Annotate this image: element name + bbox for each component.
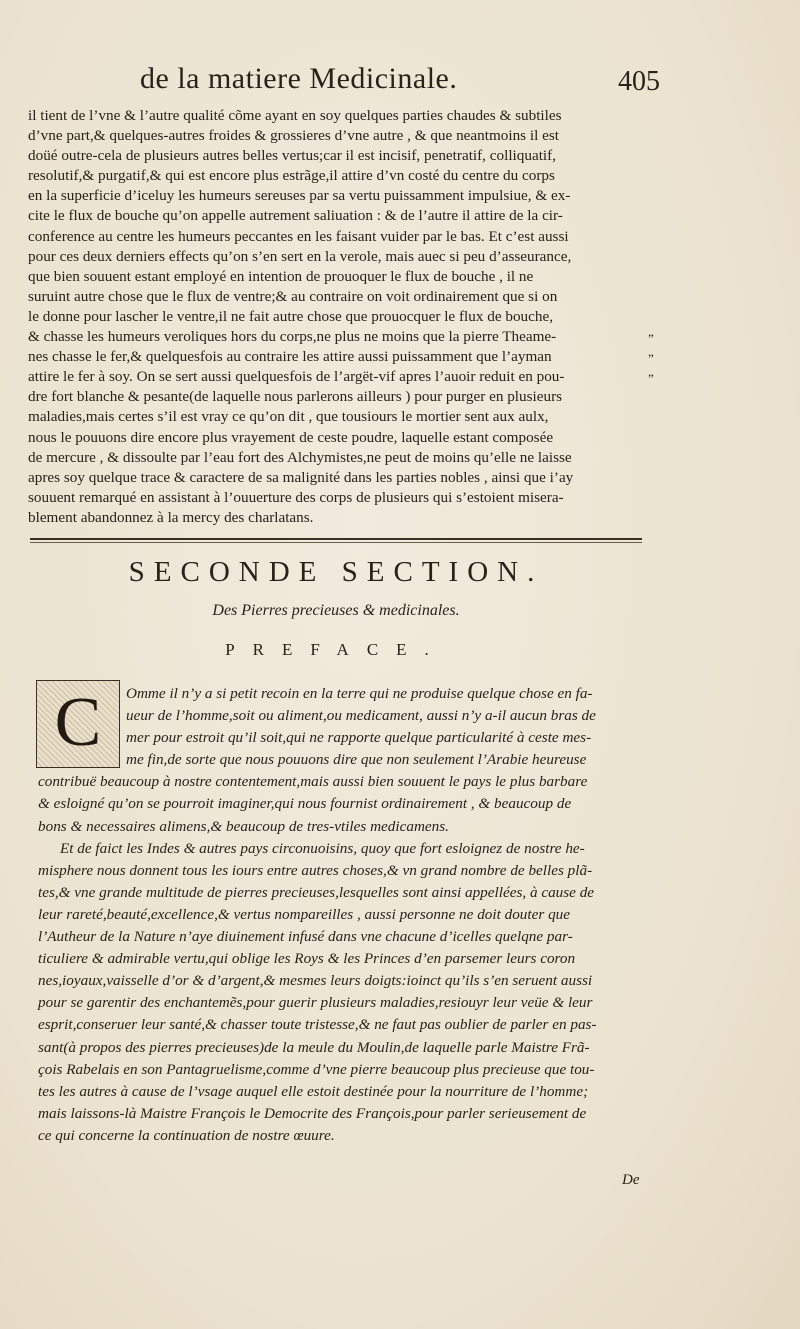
- text-line: ueur de l’homme,soit ou aliment,ou medicament, aussi n’y a-il aucun bras de: [126, 707, 596, 725]
- text-line: leur rareté,beauté,excellence,& vertus nompareilles , aussi personne ne doit douter que: [38, 905, 570, 923]
- section-divider: [30, 538, 642, 540]
- text-line: dre fort blanche & pesante(de laquelle nous parlerons ailleurs ) pour purger en plusieurs: [28, 388, 563, 406]
- text-line: de mercure , & dissoulte par l’eau fort des Alchymistes,ne peut de moins qu’elle ne laisse: [28, 448, 572, 466]
- text-line: tes les autres à cause de l’vsage auquel elle estoit destinée pour la nourriture de l’homme;: [38, 1082, 589, 1100]
- margin-mark: „: [648, 324, 654, 339]
- text-line: nous le pouuons dire encore plus vrayement de ceste poudre, laquelle estant composée: [28, 428, 554, 446]
- text-line: le donne pour lascher le ventre,il ne fait autre chose que prouocquer le flux de bouche,: [28, 307, 554, 325]
- text-line: çois Rabelais en son Pantagruelisme,comme d’vne pierre beaucoup plus precieuse que tou-: [38, 1060, 595, 1078]
- text-line: en la superficie d’iceluy les humeurs sereuses par sa vertu puissamment impulsiue, & ex-: [28, 187, 571, 205]
- text-line: me fin,de sorte que nous pouuons dire que non seulement l’Arabie heureuse: [126, 751, 587, 769]
- margin-quote-marks: [648, 322, 672, 382]
- text-line: conference au centre les humeurs peccantes en les faisant vuider par le bas. Et c’est aussi: [28, 227, 569, 245]
- preface-text: [38, 683, 650, 1147]
- section-title: SECONDE SECTION.: [128, 556, 544, 588]
- text-line: d’vne part,& quelques-autres froides & grossieres d’vne autre , & que neantmoins il est: [28, 127, 559, 145]
- text-line: blement abandonnez à la mercy des charlatans.: [28, 508, 314, 526]
- text-line: suruint autre chose que le flux de ventre;& au contraire on voit ordinairement que si on: [28, 287, 558, 305]
- text-line: mais laissons-là Maistre François le Democrite des François,pour parler serieusement de: [38, 1104, 587, 1122]
- text-line: doüé outre-cela de plusieurs autres belles vertus;car il est incisif, penetratif, colliquatif,: [28, 147, 556, 165]
- text-line: il tient de l’vne & l’autre qualité cõme ayant en soy quelques parties chaudes & subtiles: [28, 107, 562, 124]
- text-line: pour ces deux derniers effects qu’on s’en sert en la verole, mais auec si peu d’asseurance,: [28, 247, 572, 265]
- text-line: & esloigné qu’on se pourroit imaginer,qui nous fournist ordinairement , & beaucoup de: [38, 795, 572, 813]
- text-line: resolutif,& purgatif,& qui est encore plus estrãge,il attire d’vn costé du centre du corps: [28, 167, 555, 185]
- text-line: ce qui concerne la continuation de nostre œuure.: [38, 1126, 335, 1144]
- text-line: tes,& vne grande multitude de pierres precieuses,lesquelles sont ainsi appellées, à cause de: [38, 883, 595, 901]
- text-line: ticuliere & admirable vertu,qui oblige les Roys & les Princes d’en parsemer leurs coron: [38, 950, 576, 968]
- text-line: pour se garentir des enchantemẽs,pour guerir plusieurs maladies,resiouyr leur veüe & leur: [38, 994, 593, 1012]
- section-subtitle: Des Pierres precieuses & medicinales.: [212, 602, 460, 619]
- page-header: [140, 62, 660, 102]
- text-line: nes,ioyaux,vaisselle d’or & d’argent,& mesmes leurs doigts:ioinct qu’ils s’en seruent aussi: [38, 972, 593, 990]
- text-line: l’Autheur de la Nature n’aye diuinement infusé dans vne chacune d’icelles quelqne par-: [38, 928, 573, 946]
- initial-letter: C: [54, 684, 102, 761]
- preface-opening-lines: [126, 683, 650, 771]
- body-text-block: [28, 106, 644, 528]
- text-line: souuent remarqué en assistant à l’ouuerture des corps de plusieurs qui s’estoient misera-: [28, 488, 564, 506]
- text-line: attire le fer à soy. On se sert aussi quelquesfois de l’argët-vif apres l’auoir reduit en pou-: [28, 368, 565, 386]
- text-line: bons & necessaires alimens,& beaucoup de tres-vtiles medicamens.: [38, 817, 449, 835]
- page-number: 405: [618, 66, 660, 97]
- text-line: apres soy quelque trace & caractere de sa malignité dans les parties nobles , ainsi que i’ay: [28, 468, 574, 486]
- text-line: mer pour estroit qu’il soit,qui ne rapporte quelque particularité à ceste mes-: [126, 729, 592, 747]
- section-divider-thin: [30, 542, 642, 543]
- text-line: sant(à propos des pierres precieuses)de la meule du Moulin,de laquelle parle Maistre Frã-: [38, 1038, 590, 1056]
- text-line: Et de faict les Indes & autres pays circonuoisins, quoy que fort esloignez de nostre he-: [60, 839, 585, 857]
- text-line: & chasse les humeurs veroliques hors du corps,ne plus ne moins que la pierre Theame-: [28, 328, 557, 346]
- margin-mark: „: [648, 364, 654, 380]
- text-line: que bien souuent estant employé en intention de prouoquer le flux de bouche , il ne: [28, 267, 534, 285]
- margin-mark: „: [648, 344, 654, 360]
- preface-heading: PREFACE.: [225, 640, 447, 659]
- text-line: maladies,mais certes s’il est vray ce qu’on dit , que tousiours le mortier sent aux aulx,: [28, 408, 549, 426]
- text-line: Omme il n’y a si petit recoin en la terre qui ne produise quelque chose en fa-: [126, 685, 593, 702]
- text-line: misphere nous donnent tous les iours entre autres choses,& vn grand nombre de belles plã-: [38, 861, 593, 879]
- text-line: cite le flux de bouche qu’on appelle autrement saliuation : & de l’autre il attire de la cir-: [28, 207, 563, 225]
- catchword: De: [622, 1172, 640, 1188]
- text-line: nes chasse le fer,& quelquesfois au contraire les attire aussi puissamment que l’ayman: [28, 348, 552, 366]
- running-title: de la matiere Medicinale.: [140, 62, 458, 95]
- text-line: contribuë beaucoup à nostre contentement,mais aussi bien souuent le pays le plus barbare: [38, 773, 588, 791]
- text-line: esprit,conseruer leur santé,& chasser toute tristesse,& ne faut pas oublier de parler en pas-: [38, 1016, 597, 1034]
